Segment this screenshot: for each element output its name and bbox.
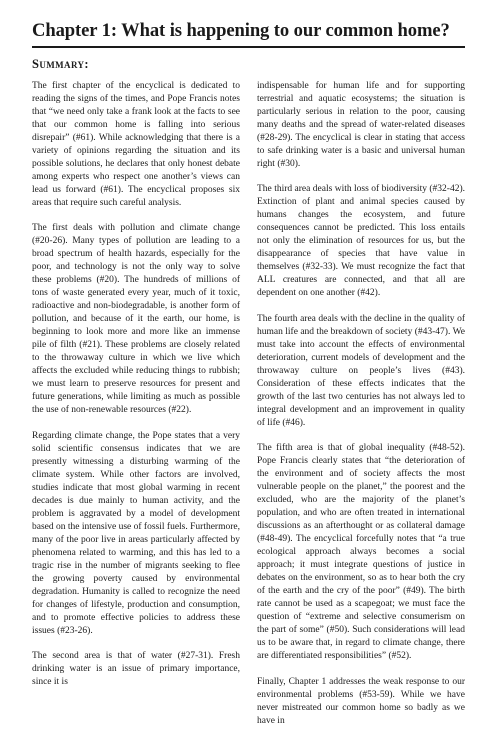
- paragraph: The first deals with pollution and climate change (#20-26). Many types of pollution are leading to a broad spectrum of health hazards, especially for the poor, and technology is not the only way to solve these problems (#20). The hundreds of millions of tons of waste generated every year, much of it toxic, radioactive and non-biodegradable, is another form of pollution, and because of it the earth, our home, is beginning to look more and more like an immense pile of filth (#21). These problems are closely related to the throwaway culture in which we live which affects the excluded while reducing things to rubbish; we must learn to preserve resources for present and future generations, while limiting as much as possible the use of non-renewable resources (#22).: [32, 223, 240, 416]
- paragraph: Finally, Chapter 1 addresses the weak response to our environmental problems (#53-59). While we have never mistreated our common home so badly as we have in: [257, 676, 465, 726]
- chapter-title: Chapter 1: What is happening to our common home?: [32, 20, 450, 41]
- left-column: [32, 80, 240, 740]
- text-columns: [32, 80, 465, 740]
- paragraph: The third area deals with loss of biodiversity (#32-42). Extinction of plant and animal species caused by humans changes the ecosystem, and future consequences cannot be predicted. This loss entails not only the elimination of resources for us, but the disappearance of species that have value in themselves (#32-33). We must recognize the fact that ALL creatures are connected, and that all are dependent on one another (#42).: [257, 184, 465, 299]
- paragraph: The second area is that of water (#27-31). Fresh drinking water is an issue of primary importance, since it is: [32, 651, 240, 688]
- paragraph: Regarding climate change, the Pope states that a very solid scientific consensus indicates that we are presently witnessing a disturbing warming of the climate system. While other factors are involved, studies indicate that most global warming in recent decades is due mainly to human activity, and the problem is aggravated by a model of development based on the intensive use of fossil fuels. Furthermore, many of the poor live in areas particularly affected by phenomena related to warming, and this has led to a tragic rise in the number of migrants seeking to flee the growing poverty caused by environmental degradation. Humanity is called to recognize the need for changes of lifestyle, production and consumption, and to promote effective policies to address these issues (#23-26).: [32, 430, 240, 636]
- title-rule: [32, 46, 465, 48]
- paragraph: The fifth area is that of global inequality (#48-52). Pope Francis clearly states that “the deterioration of the environment and of society affects the most vulnerable people on the planet,” the poorest and the excluded, who are the majority of the planet’s population, and who are often treated in international discussions as an afterthought or as collateral damage (#48-49). The encyclical forcefully notes that “a true ecological approach always becomes a social approach; it must integrate questions of justice in debates on the environment, so as to hear both the cry of the earth and the cry of the poor” (#49). The birth rate cannot be used as a scapegoat; we must face the question of “extreme and selective consumerism on the part of some” (#50). Such considerations will lead us to be aware that, in regard to climate change, there are differentiated responsibilities” (#52).: [257, 443, 465, 662]
- right-column: [257, 80, 465, 740]
- paragraph: indispensable for human life and for supporting terrestrial and aquatic ecosystems; the situation is particularly serious in relation to the poor, causing many deaths and the spread of water-related diseases (#28-29). The encyclical is clear in stating that access to safe drinking water is a basic and universal human right (#30).: [257, 80, 465, 169]
- summary-heading: Summary:: [32, 56, 89, 71]
- paragraph: The first chapter of the encyclical is dedicated to reading the signs of the times, and Pope Francis notes that “we need only take a frank look at the facts to see that our common home is falling into serious disrepair” (#61). While acknowledging that there is a variety of opinions regarding the situation and its possible solutions, he declares that only honest debate among experts who respect one another’s views can lead us forward (#61). The encyclical proposes six areas that require such careful analysis.: [32, 80, 240, 208]
- paragraph: The fourth area deals with the decline in the quality of human life and the breakdown of society (#43-47). We must take into account the effects of environmental deterioration, current models of development and the throwaway culture on people’s lives (#43). Consideration of these effects indicates that the growth of the last two centuries has not always led to integral development and an improvement in quality of life (#46).: [257, 313, 465, 428]
